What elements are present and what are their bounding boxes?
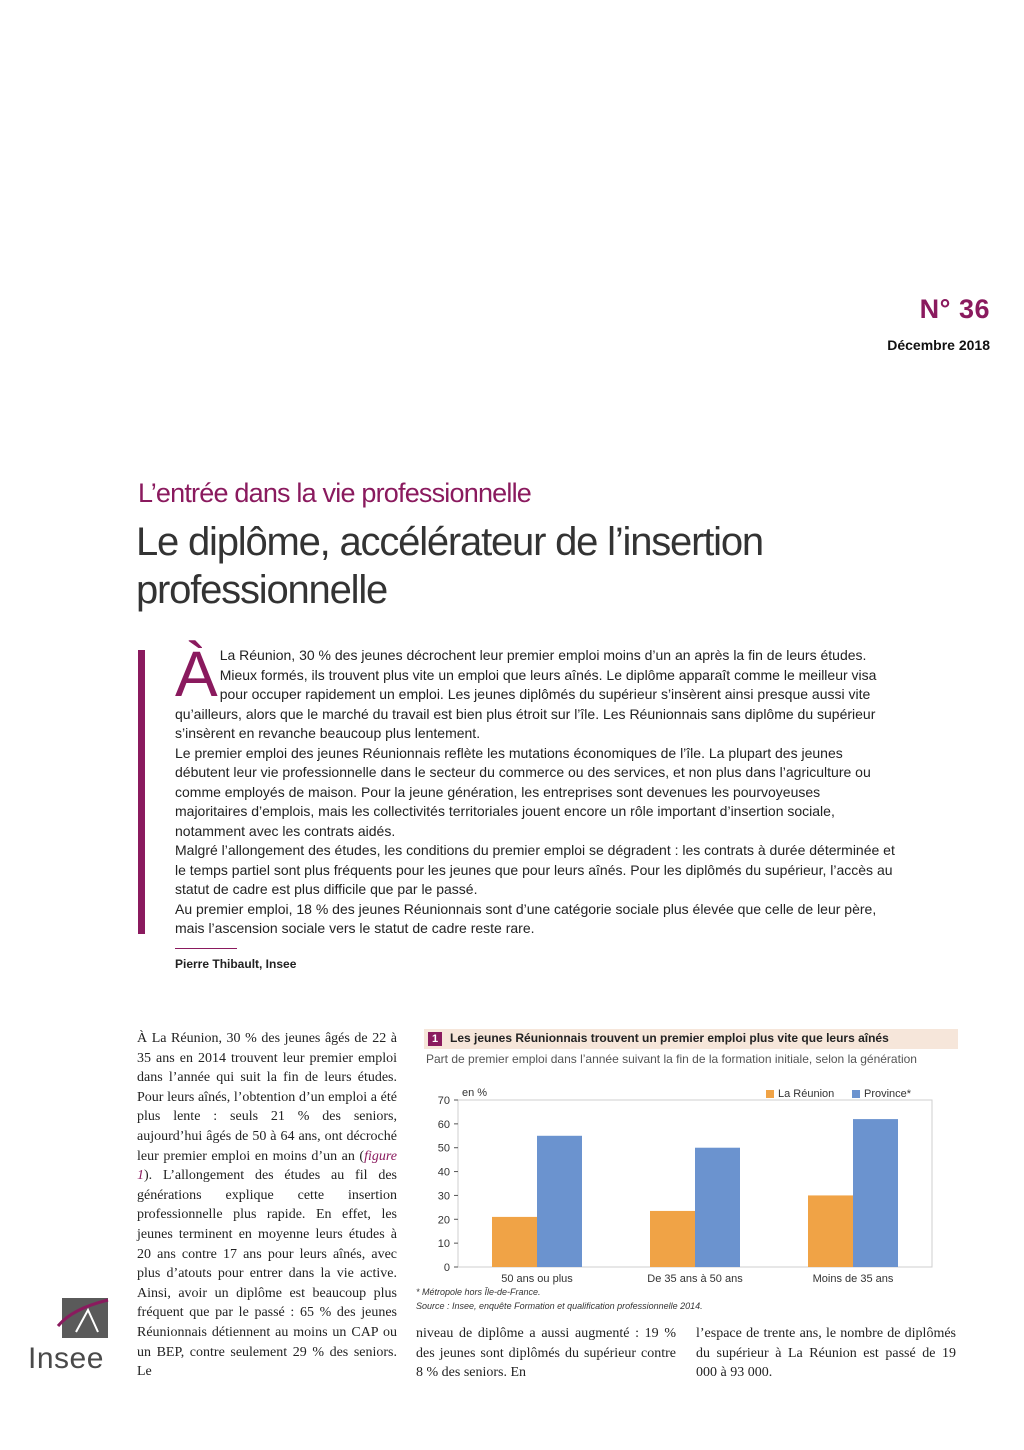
figure-subtitle: Part de premier emploi dans l’année suivant la fin de la formation initiale, selon la génération	[426, 1052, 917, 1066]
y-tick-label: 70	[437, 1095, 450, 1107]
kicker: L’entrée dans la vie professionnelle	[138, 478, 531, 508]
figure-title: Les jeunes Réunionnais trouvent un premier emploi plus vite que leurs aînés	[450, 1031, 889, 1045]
figure-reference-link[interactable]: figure 1	[137, 1148, 397, 1184]
bar-province	[537, 1136, 582, 1267]
insee-logo-text: Insee	[28, 1342, 104, 1375]
legend-label: La Réunion	[778, 1088, 835, 1100]
issue-date: Décembre 2018	[887, 337, 990, 353]
figure-number: 1	[428, 1032, 442, 1046]
body-column-3: l’espace de trente ans, le nombre de diplômés du supérieur à La Réunion est passé de 19 000 à 93 000.	[696, 1326, 956, 1381]
body-text: ). L’allongement des études au fil des générations explique cette insertion professionnelle plus rapide. En effet, les jeunes terminent en moyenne leurs études à 20 ans contre 17 ans pour leurs aînés, avec plus d’atouts pour entrer dans la vie active. Ainsi, avoir un diplôme est beaucoup plus fréquent que par le passé : 65 % des jeunes Réunionnais détiennent au moins un CAP ou un BEP, contre seulement 29 % des seniors. Le	[137, 1168, 397, 1380]
lead-summary	[175, 638, 895, 939]
issue-block	[887, 294, 990, 353]
figure-source: Source : Insee, enquête Formation et qualification professionnelle 2014.	[416, 1301, 703, 1311]
figure-note: * Métropole hors Île-de-France.	[416, 1287, 541, 1297]
bar-province	[853, 1119, 898, 1267]
dropcap: À	[175, 638, 218, 710]
page-title: Le diplôme, accélérateur de l’insertion professionnelle	[136, 520, 763, 612]
x-category-label: De 35 ans à 50 ans	[647, 1273, 743, 1285]
insee-logo-mark-icon	[54, 1296, 110, 1344]
y-tick-label: 0	[443, 1262, 450, 1274]
legend-swatch	[852, 1090, 860, 1098]
lead-paragraph: Au premier emploi, 18 % des jeunes Réunionnais sont d’une catégorie sociale plus élevée que celle de leur père, mais l’ascension sociale vers le statut de cadre reste rare.	[175, 900, 877, 936]
y-tick-label: 50	[437, 1142, 450, 1155]
insee-logo	[28, 1296, 110, 1382]
author: Pierre Thibault, Insee	[175, 957, 297, 971]
bar-province	[695, 1148, 740, 1267]
lead-paragraph: Le premier emploi des jeunes Réunionnais reflète les mutations économiques de l’île. La plupart des jeunes débutent leur vie professionnelle dans le secteur du commerce ou des services, et non plus dans l’agriculture ou comme employés de maison. Pour la jeune génération, les entreprises sont devenues les pourvoyeuses majoritaires d’emplois, mais les collectivités territoriales jouent encore un rôle important d’insertion sociale, notamment avec les contrats aidés.	[175, 744, 871, 839]
lead-accent-bar	[138, 650, 145, 934]
lead-paragraph: La Réunion, 30 % des jeunes décrochent leur premier emploi moins d’un an après la fin de leurs études. Mieux formés, ils trouvent plus vite un emploi que leurs aînés. Le diplôme apparaît comme le meilleur visa pour occuper rapidement un emploi. Les jeunes diplômés du supérieur s’insèrent ainsi presque aussi vite qu’ailleurs, alors que le marché du travail est bien plus étroit sur l’île. Les Réunionnais sans diplôme du supérieur s’insèrent en revanche beaucoup plus lentement.	[175, 647, 877, 741]
legend-swatch	[766, 1090, 774, 1098]
bar-chart	[414, 1082, 954, 1288]
y-tick-label: 30	[437, 1190, 450, 1203]
lead-paragraph: Malgré l’allongement des études, les conditions du premier emploi se dégradent : les contrats à durée déterminée et le temps partiel sont plus fréquents pour les jeunes que pour leurs aînés. Pour les diplômés du supérieur, l’accès au statut de cadre est plus difficile que par le passé.	[175, 842, 895, 897]
author-divider	[175, 948, 237, 949]
bar-la-reunion	[492, 1217, 537, 1267]
y-tick-label: 40	[437, 1166, 450, 1179]
x-category-label: Moins de 35 ans	[812, 1273, 894, 1285]
bar-la-reunion	[650, 1211, 695, 1267]
y-tick-label: 20	[437, 1214, 450, 1227]
bar-la-reunion	[808, 1195, 853, 1267]
issue-number: N° 36	[919, 294, 990, 324]
body-text: À La Réunion, 30 % des jeunes âgés de 22 à 35 ans en 2014 trouvent leur premier emploi dans l’année qui suit la fin de leurs études. Pour leurs aînés, l’obtention d’un emploi a été plus lente : seuls 21 % des seniors, aujourd’hui âgés de 50 à 64 ans, ont décroché leur premier emploi en moins d’un an (	[137, 1031, 397, 1164]
legend-label: Province*	[864, 1088, 912, 1100]
y-axis-unit: en %	[462, 1087, 488, 1099]
figure-header	[424, 1029, 958, 1049]
y-tick-label: 60	[437, 1118, 450, 1131]
x-category-label: 50 ans ou plus	[501, 1273, 573, 1285]
body-column-1	[137, 1029, 397, 1382]
y-tick-label: 10	[437, 1238, 450, 1251]
body-column-2: niveau de diplôme a aussi augmenté : 19 % des jeunes sont diplômés du supérieur contre 8 % des seniors. En	[416, 1326, 676, 1381]
